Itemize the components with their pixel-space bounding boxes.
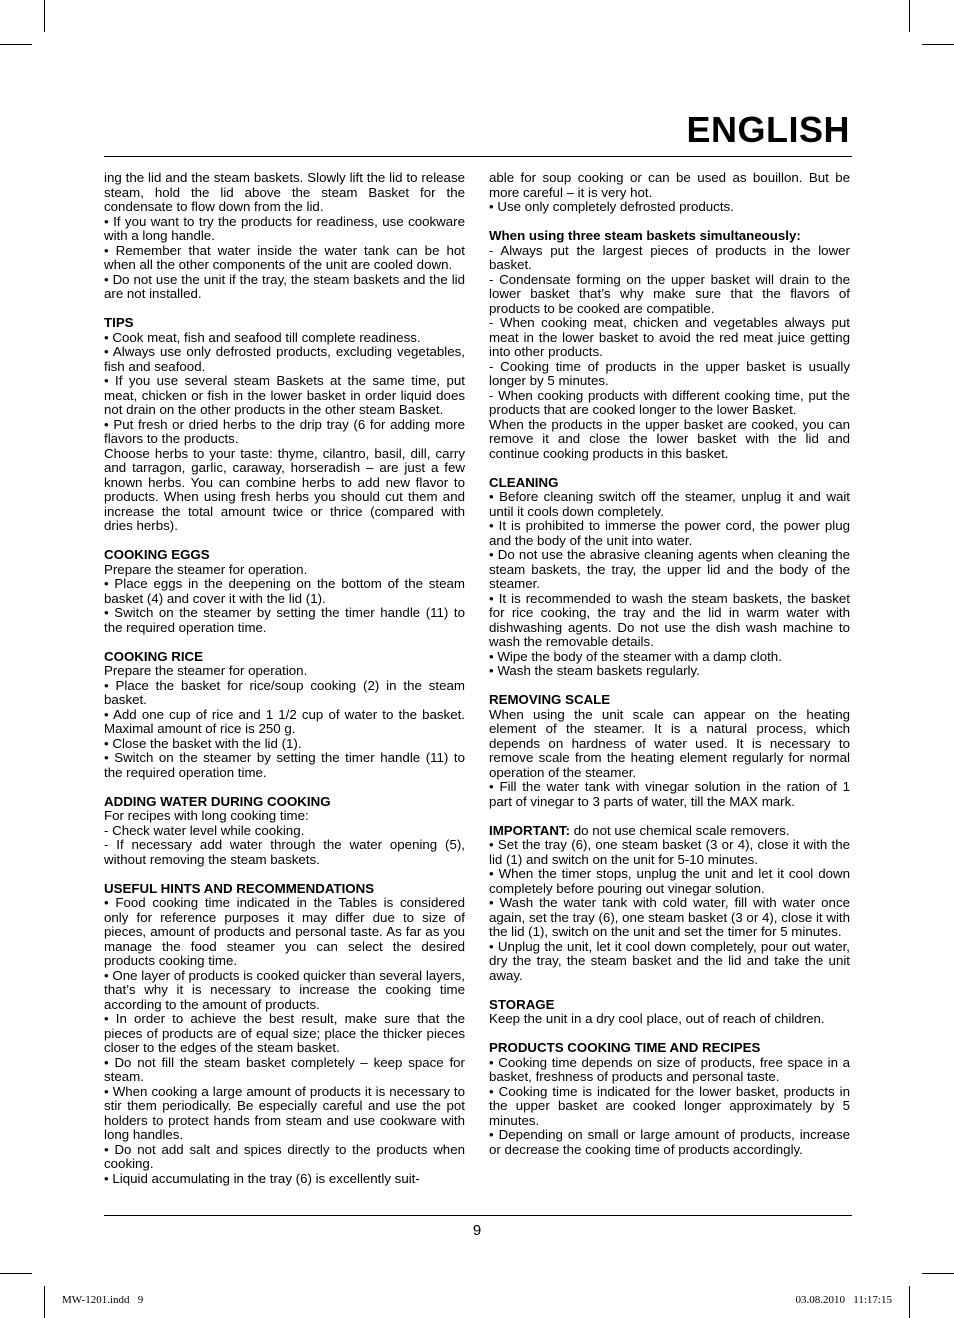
left-column bbox=[104, 171, 465, 1186]
paragraph: • Set the tray (6), one steam basket (3 or 4), close it with the lid (1) and switch on the unit for 5-10 minutes. bbox=[489, 837, 850, 867]
paragraph: • Cooking time is indicated for the lower basket, products in the upper basket are cooked longer approximately by 5 minutes. bbox=[489, 1083, 850, 1128]
paragraph: • Before cleaning switch off the steamer, unplug it and wait until it cools down completely. bbox=[489, 489, 850, 519]
paragraph-gap bbox=[104, 867, 465, 882]
paragraph: • Do not use the unit if the tray, the steam baskets and the lid are not installed. bbox=[104, 271, 465, 301]
paragraph: Keep the unit in a dry cool place, out of reach of children. bbox=[489, 1011, 825, 1026]
section-heading: COOKING EGGS bbox=[104, 547, 210, 562]
paragraph: When the products in the upper basket are cooked, you can remove it and close the lower basket with the lid and continue cooking products in this basket. bbox=[489, 416, 850, 461]
section-heading: PRODUCTS COOKING TIME AND RECIPES bbox=[489, 1040, 761, 1055]
paragraph: - Condensate forming on the upper basket will drain to the lower basket that’s why make sure that the flavors of products to be cooked are compatible. bbox=[489, 271, 850, 316]
paragraph: • One layer of products is cooked quicker than several layers, that’s why it is necessary to increase the cooking time according to the amount of products. bbox=[104, 967, 465, 1012]
paragraph: Prepare the steamer for operation. bbox=[104, 663, 308, 678]
crop-mark bbox=[44, 0, 45, 32]
paragraph-gap bbox=[489, 461, 850, 476]
paragraph: • If you want to try the products for readiness, use cookware with a long handle. bbox=[104, 213, 465, 243]
section-heading: TIPS bbox=[104, 315, 134, 330]
section-heading: COOKING RICE bbox=[104, 648, 203, 664]
paragraph: When using the unit scale can appear on the heating element of the steamer. It is a natural process, which depends on hardness of water used. It is necessary to remove scale from the heating element regularly for normal operation of the steamer. bbox=[489, 706, 850, 780]
paragraph-gap bbox=[489, 1027, 850, 1042]
paragraph-gap bbox=[104, 534, 465, 549]
section-heading: CLEANING bbox=[489, 474, 559, 490]
paragraph: - Check water level while cooking. bbox=[104, 822, 305, 838]
paragraph: • Put fresh or dried herbs to the drip tray (6 for adding more flavors to the products. bbox=[104, 416, 465, 446]
paragraph: • Switch on the steamer by setting the timer handle (11) to the required operation time. bbox=[104, 750, 465, 780]
paragraph: • Do not fill the steam basket completely – keep space for steam. bbox=[104, 1054, 465, 1084]
paragraph: • If you use several steam Baskets at the same time, put meat, chicken or fish in the lower basket in order liquid does not drain on the other products in the other steam Basket. bbox=[104, 373, 465, 417]
paragraph: • Cooking time depends on size of products, free space in a basket, freshness of products and personal taste. bbox=[489, 1054, 850, 1084]
paragraph: • It is prohibited to immerse the power cord, the power plug and the body of the unit into water. bbox=[489, 518, 850, 548]
paragraph: • Place eggs in the deepening on the bottom of the steam basket (4) and cover it with the lid (1). bbox=[104, 576, 465, 606]
paragraph: • Food cooking time indicated in the Tables is considered only for reference purposes it may differ due to size of pieces, amount of products and personal taste. As far as you manage the food steamer you can select the desired products cooking time. bbox=[104, 895, 465, 968]
section-heading: REMOVING SCALE bbox=[489, 692, 611, 707]
paragraph: - Cooking time of products in the upper basket is usually longer by 5 minutes. bbox=[489, 358, 850, 388]
paragraph: • It is recommended to wash the steam baskets, the basket for rice cooking, the tray and the lid in warm water with dishwashing agents. Do not use the dish wash machine to wash the removable details. bbox=[489, 590, 850, 649]
crop-mark bbox=[909, 1286, 910, 1318]
paragraph: Prepare the steamer for operation. bbox=[104, 561, 308, 577]
paragraph: • Fill the water tank with vinegar solution in the ration of 1 part of vinegar to 3 parts of water, till the MAX mark. bbox=[489, 779, 850, 809]
paragraph: • Remember that water inside the water tank can be hot when all the other components of the unit are cooled down. bbox=[104, 242, 465, 272]
paragraph-gap bbox=[104, 780, 465, 795]
paragraph: able for soup cooking or can be used as bouillon. But be more careful – it is very hot. bbox=[489, 170, 850, 200]
header-rule bbox=[104, 156, 852, 157]
paragraph: - When cooking meat, chicken and vegetables always put meat in the lower basket to avoid the red meat juice getting into other products. bbox=[489, 315, 850, 359]
paragraph-gap bbox=[104, 302, 465, 317]
paragraph: • Cook meat, fish and seafood till complete readiness. bbox=[104, 329, 421, 345]
paragraph bbox=[489, 824, 850, 839]
paragraph: • Do not add salt and spices directly to the products when cooking. bbox=[104, 1141, 465, 1171]
paragraph: • Place the basket for rice/soup cooking (2) in the steam basket. bbox=[104, 677, 465, 707]
paragraph: • Always use only defrosted products, excluding vegetables, fish and seafood. bbox=[104, 344, 465, 374]
crop-mark bbox=[909, 0, 910, 32]
crop-mark bbox=[0, 44, 32, 45]
paragraph-gap bbox=[489, 809, 850, 824]
paragraph: - Always put the largest pieces of products in the lower basket. bbox=[489, 242, 850, 272]
paragraph-gap bbox=[489, 983, 850, 998]
crop-mark bbox=[922, 44, 954, 45]
paragraph-gap bbox=[489, 679, 850, 694]
paragraph: • Unplug the unit, let it cool down completely, pour out water, dry the tray, the steam basket and the lid and take the unit away. bbox=[489, 938, 850, 983]
paragraph: • Switch on the steamer by setting the timer handle (11) to the required operation time. bbox=[104, 605, 465, 635]
paragraph: • Wash the steam baskets regularly. bbox=[489, 663, 700, 678]
section-heading: USEFUL HINTS AND RECOMMENDATIONS bbox=[104, 880, 375, 896]
paragraph: • Use only completely defrosted products. bbox=[489, 199, 734, 214]
paragraph: Choose herbs to your taste: thyme, cilantro, basil, dill, carry and tarragon, garlic, caraway, horseradish – are just a few known herbs. You can combine herbs to add new flavor to products. When using fresh herbs you should cut them and increase the total amount twice or thrice (compared with dries herbs). bbox=[104, 445, 465, 533]
paragraph: • When the timer stops, unplug the unit and let it cool down completely before pouring out vinegar solution. bbox=[489, 866, 850, 896]
paragraph: - When cooking products with different cooking time, put the products that are cooked longer to the lower Basket. bbox=[489, 387, 850, 417]
paragraph: • Add one cup of rice and 1 1/2 cup of water to the basket. Maximal amount of rice is 250 g. bbox=[104, 706, 465, 736]
paragraph: ing the lid and the steam baskets. Slowly lift the lid to release steam, hold the lid above the steam Basket for the condensate to flow down from the lid. bbox=[104, 170, 465, 214]
page-language-title: ENGLISH bbox=[686, 109, 850, 150]
page-number: 9 bbox=[472, 1222, 482, 1239]
footer-rule bbox=[104, 1215, 852, 1216]
section-heading: ADDING WATER DURING COOKING bbox=[104, 793, 331, 809]
footer-timestamp: 03.08.2010 11:17:15 bbox=[795, 1294, 892, 1306]
paragraph: • Liquid accumulating in the tray (6) is excellently suit- bbox=[104, 1170, 420, 1186]
crop-mark bbox=[0, 1273, 32, 1274]
paragraph: • Wash the water tank with cold water, fill with water once again, set the tray (6), one steam basket (3 or 4), close it with the lid (1), switch on the unit and set the timer for 5 minutes. bbox=[489, 895, 850, 939]
paragraph-gap bbox=[489, 215, 850, 230]
section-heading: When using three steam baskets simultaneously: bbox=[489, 228, 801, 243]
paragraph: For recipes with long cooking time: bbox=[104, 808, 309, 823]
important-label: IMPORTANT: bbox=[489, 822, 571, 838]
section-heading: STORAGE bbox=[489, 996, 555, 1012]
crop-mark bbox=[922, 1273, 954, 1274]
crop-mark bbox=[44, 1286, 45, 1318]
paragraph-text: do not use chemical scale removers. bbox=[570, 822, 790, 838]
paragraph-gap bbox=[104, 635, 465, 650]
paragraph: - If necessary add water through the water opening (5), without removing the steam baskets. bbox=[104, 837, 465, 867]
footer-file-name: MW-1201.indd 9 bbox=[62, 1294, 144, 1306]
paragraph: • Close the basket with the lid (1). bbox=[104, 735, 302, 751]
right-column bbox=[489, 171, 850, 1157]
paragraph: • Depending on small or large amount of products, increase or decrease the cooking time of products accordingly. bbox=[489, 1127, 850, 1157]
paragraph: • Do not use the abrasive cleaning agents when cleaning the steam baskets, the tray, the upper lid and the body of the steamer. bbox=[489, 547, 850, 591]
paragraph: • In order to achieve the best result, make sure that the pieces of products are of equal size; place the thicker pieces closer to the edges of the steam basket. bbox=[104, 1011, 465, 1055]
paragraph: • Wipe the body of the steamer with a damp cloth. bbox=[489, 648, 782, 664]
paragraph: • When cooking a large amount of products it is necessary to stir them periodically. Be especially careful and use the pot holders to protect hands from steam and use cookware with long handles. bbox=[104, 1083, 465, 1142]
